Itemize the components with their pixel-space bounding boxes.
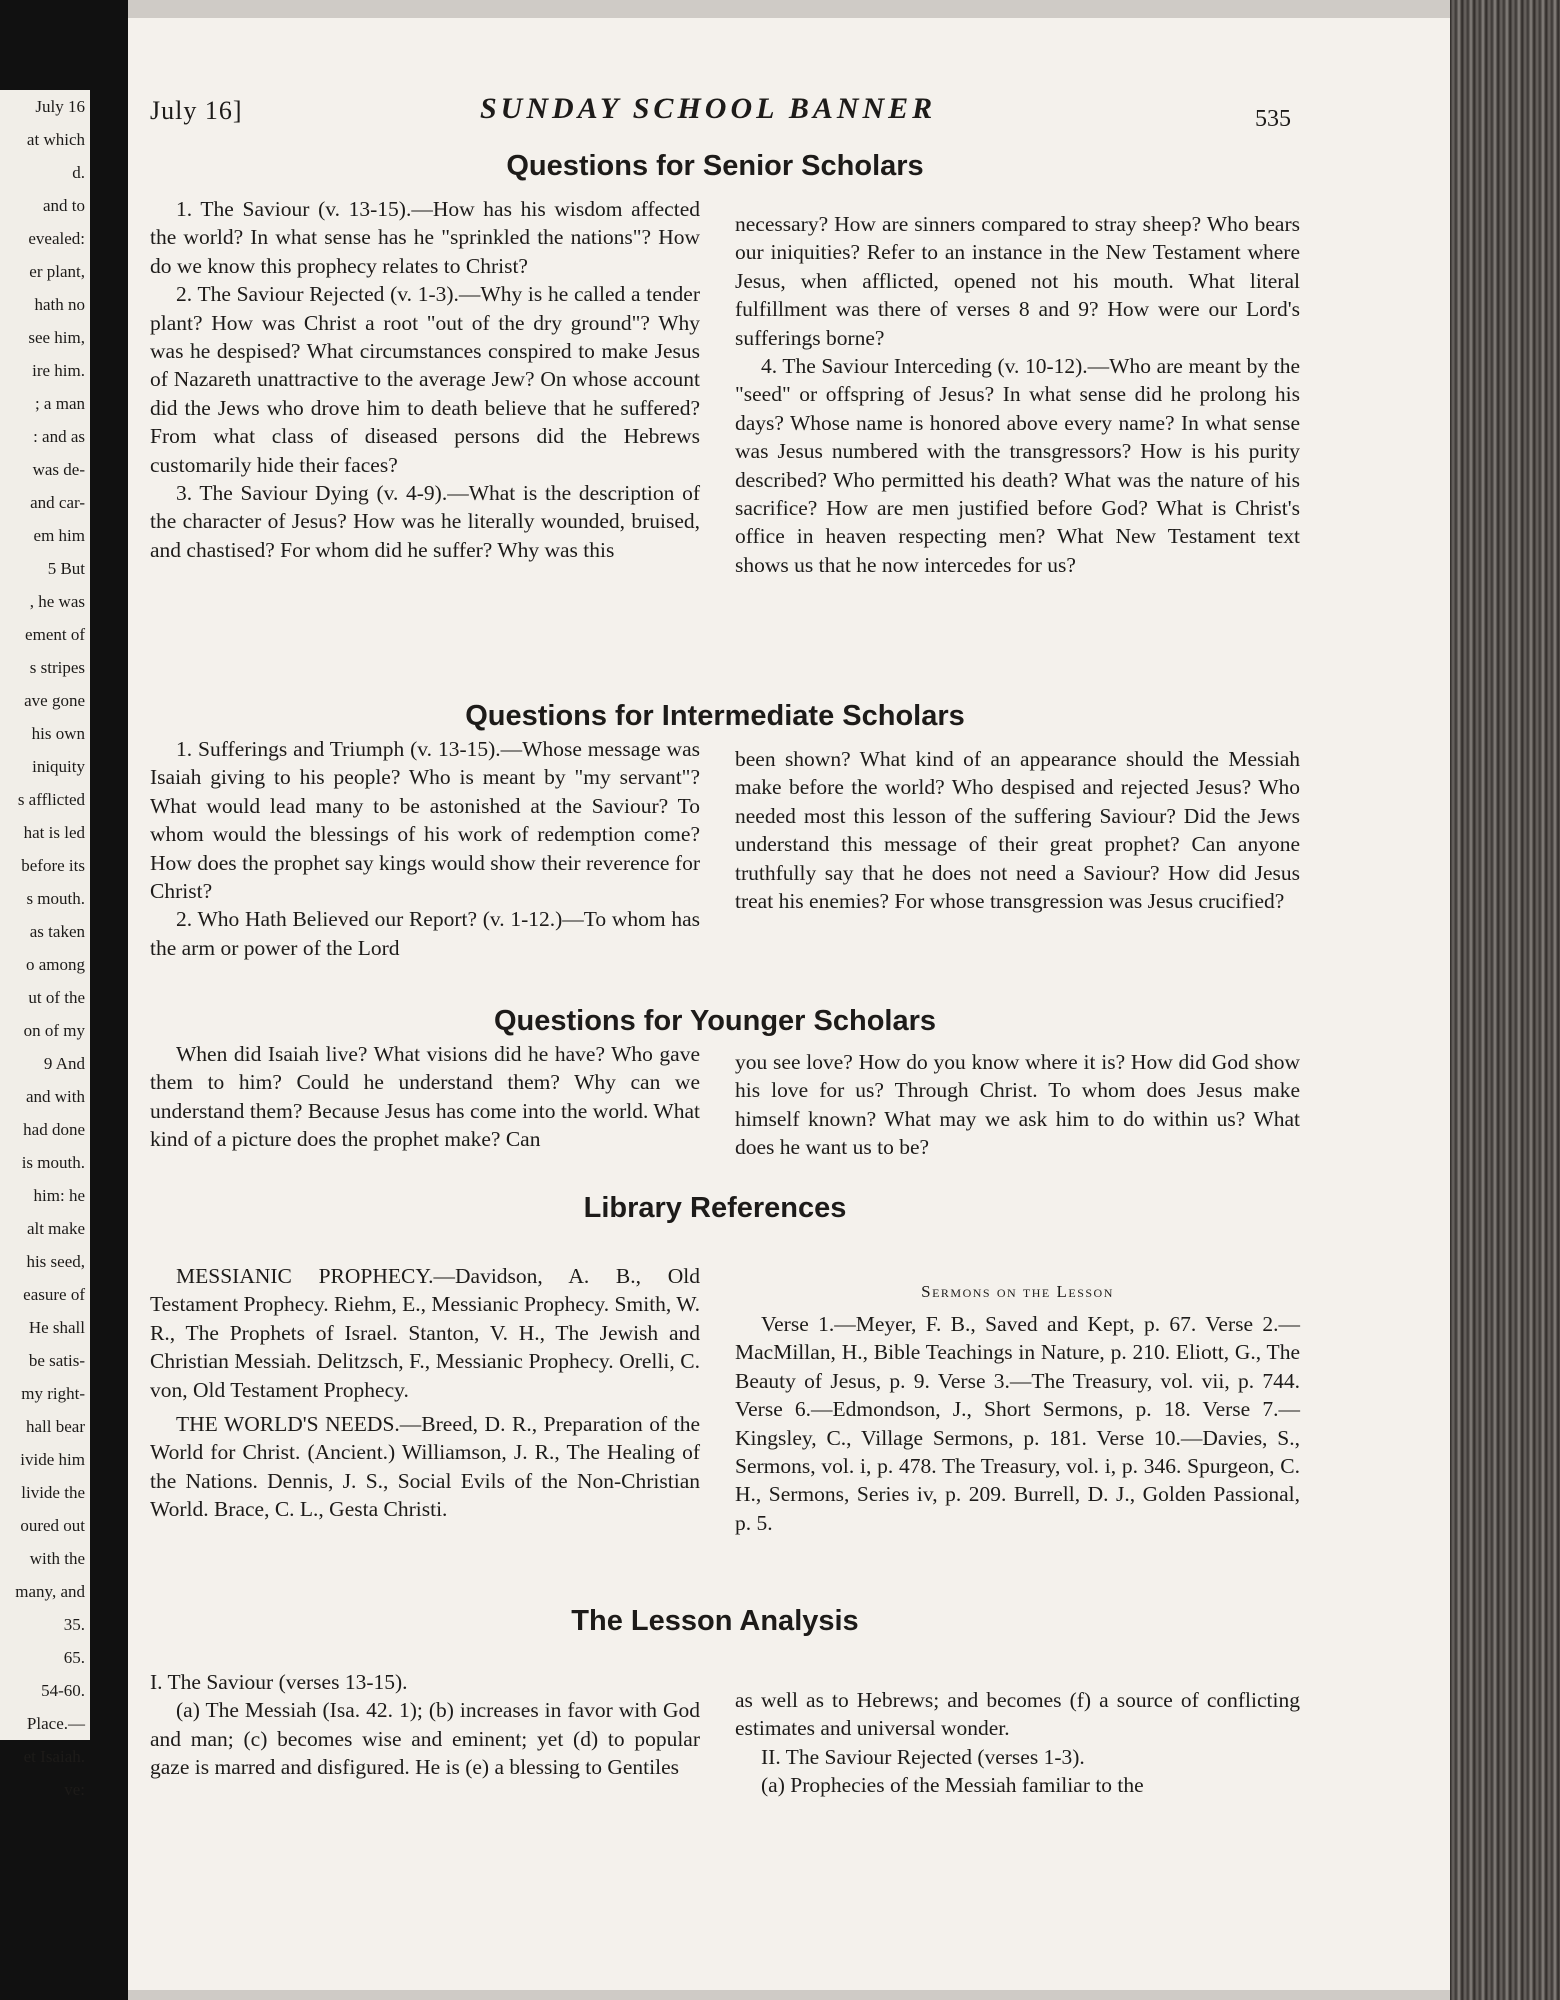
facing-page-line: was de- [32, 460, 85, 479]
analysis-left-column [150, 1668, 700, 1782]
analysis-heading: The Lesson Analysis [571, 1605, 859, 1637]
facing-page-line: and car- [30, 493, 85, 512]
facing-page-line: He shall [28, 1318, 85, 1337]
paragraph: 1. Sufferings and Triumph (v. 13-15).—Whose message was Isaiah giving to his people? Who is meant by "my servant"? What would lead many to be astonished at the Saviour? To whom would the blessings of his work of redemption come? How does the prophet say kings would show their reverence for Christ? [150, 737, 700, 904]
facing-page-line: hat is led [23, 823, 85, 842]
library-heading: Library References [583, 1192, 847, 1224]
library-right-column [735, 1310, 1300, 1537]
facing-page-line: alt make [26, 1219, 85, 1238]
facing-page-line: et Isaiah. [23, 1747, 85, 1766]
facing-page-line: at which [26, 130, 85, 149]
facing-page-line: as taken [29, 922, 85, 941]
senior-left-column [150, 195, 700, 564]
facing-page-line: em him [33, 526, 85, 545]
facing-page-line: 9 And [43, 1054, 85, 1073]
paragraph: When did Isaiah live? What visions did he have? Who gave them to him? Could he understand them? Why can we understand them? Because Jesus has come into the world. What kind of a picture does the prophet make? Can [150, 1042, 700, 1152]
facing-page-line: oured out [20, 1516, 85, 1535]
facing-page-line: evealed: [28, 229, 85, 248]
facing-page-line: ave gone [24, 691, 85, 710]
intermediate-right-column [735, 745, 1300, 915]
paragraph: II. The Saviour Rejected (verses 1-3). [761, 1744, 1085, 1769]
paragraph: as well as to Hebrews; and becomes (f) a source of conflicting estimates and universal wonder. [735, 1688, 1300, 1741]
paragraph: I. The Saviour (verses 13-15). [150, 1670, 408, 1694]
paragraph: THE WORLD'S NEEDS.—Breed, D. R., Preparation of the World for Christ. (Ancient.) Williamson, J. R., The Healing of the Nations. Dennis, J. S., Social Evils of the Non-Christian World. Brace, C. L., Gesta Christi. [150, 1412, 700, 1522]
paragraph: 1. The Saviour (v. 13-15).—How has his wisdom affected the world? In what sense has he "sprinkled the nations"? How do we know this prophecy relates to Christ? [150, 197, 700, 278]
facing-page-line: ement of [25, 625, 85, 644]
facing-page-line: iniquity [32, 757, 85, 776]
facing-page-line: ; a man [34, 394, 85, 413]
facing-page-line: 5 But [47, 559, 85, 578]
facing-page-line: and with [25, 1087, 85, 1106]
intermediate-left-column [150, 735, 700, 962]
paragraph: (a) The Messiah (Isa. 42. 1); (b) increases in favor with God and man; (c) becomes wise and eminent; yet (d) to popular gaze is marred and disfigured. He is (e) a blessing to Gentiles [150, 1698, 700, 1780]
paragraph: been shown? What kind of an appearance should the Messiah make before the world? Who despised and rejected Jesus? Who needed most this lesson of the suffering Saviour? Did the Jews understand this message of their great prophet? Can anyone truthfully say that he does not need a Saviour? How did Jesus treat his enemies? For whose transgression was Jesus crucified? [735, 747, 1300, 914]
paragraph: you see love? How do you know where it is? How did God show his love for us? Through Christ. To whom does Jesus make himself known? What may we ask him to do within us? What does he want us to be? [735, 1050, 1300, 1160]
facing-page-line: 54-60. [41, 1681, 85, 1700]
senior-right-column [735, 210, 1300, 579]
facing-page-line: : and as [33, 427, 85, 446]
analysis-right-column [735, 1686, 1300, 1800]
senior-heading: Questions for Senior Scholars [506, 150, 924, 182]
paragraph: 2. The Saviour Rejected (v. 1-3).—Why is he called a tender plant? How was Christ a root "out of the dry ground"? Why was he despised? What circumstances conspired to make Jesus of Nazareth unattractive to the average Jew? On whose account did the Jews who drove him to death believe that he suffered? From what class of diseased persons did the Hebrews customarily hide their faces? [150, 282, 700, 477]
facing-page-line: ut of the [28, 988, 85, 1007]
facing-page-line: on of my [23, 1021, 85, 1040]
younger-right-column [735, 1048, 1300, 1162]
facing-page-line: July 16 [35, 97, 85, 116]
facing-page-line: before its [21, 856, 85, 875]
facing-page-line: my right- [21, 1384, 85, 1403]
paragraph: 4. The Saviour Interceding (v. 10-12).—Who are meant by the "seed" or offspring of Jesus? In what sense did he prolong his days? Whose name is honored above every name? In what sense was Jesus numbered with the transgressors? How is his purity described? Who permitted his death? What was the nature of his sacrifice? How are men justified before God? What is Christ's office in heaven respecting men? What New Testament text shows us that he now intercedes for us? [735, 354, 1300, 577]
younger-left-column [150, 1040, 700, 1154]
facing-page-line: ire him. [32, 361, 85, 380]
facing-page-line: ve: [64, 1780, 85, 1799]
facing-page-line: 65. [63, 1648, 85, 1667]
page-number: 535 [1255, 106, 1291, 132]
facing-page-line: be satis- [28, 1351, 85, 1370]
facing-page-line: , he was [29, 592, 85, 611]
facing-page-line: ivide him [20, 1450, 85, 1469]
facing-page-strip [0, 90, 90, 1799]
facing-page-line: is mouth. [21, 1153, 85, 1172]
paragraph: 2. Who Hath Believed our Report? (v. 1-12.)—To whom has the arm or power of the Lord [150, 907, 700, 960]
facing-page-line: d. [72, 163, 85, 182]
facing-page-line: his seed, [26, 1252, 85, 1271]
header-title: SUNDAY SCHOOL BANNER [480, 92, 937, 125]
facing-page-line: see him, [28, 328, 85, 347]
facing-page-line: s afflicted [17, 790, 85, 809]
facing-page-line: hath no [34, 295, 85, 314]
facing-page-line: Place.— [26, 1714, 85, 1733]
facing-page-line: o among [25, 955, 85, 974]
intermediate-heading: Questions for Intermediate Scholars [465, 700, 965, 732]
library-left-column [150, 1262, 700, 1524]
header-date: July 16] [150, 96, 243, 125]
page-edges [1450, 0, 1560, 2000]
facing-page-line: 35. [63, 1615, 85, 1634]
facing-page-line: livide the [21, 1483, 85, 1502]
facing-page-line: his own [31, 724, 85, 743]
paragraph: necessary? How are sinners compared to stray sheep? Who bears our iniquities? Refer to an instance in the New Testament where Jesus, when afflicted, opened not his mouth. What literal fulfillment was there of verses 8 and 9? How were our Lord's sufferings borne? [735, 212, 1300, 350]
paragraph: Verse 1.—Meyer, F. B., Saved and Kept, p. 67. Verse 2.—MacMillan, H., Bible Teachings in Nature, p. 210. Eliott, G., The Beauty of Jesus, p. 9. Verse 3.—The Treasury, vol. vii, p. 744. Verse 6.—Edmondson, J., Short Sermons, p. 18. Verse 7.—Kingsley, C., Village Sermons, p. 181. Verse 10.—Davies, S., Sermons, vol. i, p. 478. The Treasury, vol. i, p. 346. Spurgeon, C. H., Sermons, Series iv, p. 209. Burrell, D. J., Golden Passional, p. 5. [735, 1312, 1300, 1535]
facing-page-line: s mouth. [26, 889, 85, 908]
paragraph: (a) Prophecies of the Messiah familiar to the [761, 1773, 1144, 1798]
facing-page-line: had done [23, 1120, 85, 1139]
facing-page-line: with the [29, 1549, 85, 1568]
younger-heading: Questions for Younger Scholars [493, 1005, 937, 1037]
paragraph: MESSIANIC PROPHECY.—Davidson, A. B., Old Testament Prophecy. Riehm, E., Messianic Prophecy. Smith, W. R., The Prophets of Israel. Stanton, V. H., The Jewish and Christian Messiah. Delitzsch, F., Messianic Prophecy. Orelli, C. von, Old Testament Prophecy. [150, 1264, 700, 1402]
facing-page-line: easure of [23, 1285, 85, 1304]
facing-page-line: er plant, [29, 262, 85, 281]
sermons-heading: Sermons on the Lesson [921, 1282, 1114, 1301]
facing-page-line: many, and [15, 1582, 85, 1601]
facing-page-line: s stripes [29, 658, 85, 677]
paragraph: 3. The Saviour Dying (v. 4-9).—What is the description of the character of Jesus? How was he literally wounded, bruised, and chastised? For whom did he suffer? Why was this [150, 481, 700, 562]
facing-page-line: and to [42, 196, 85, 215]
facing-page-line: him: he [33, 1186, 85, 1205]
facing-page-line: hall bear [26, 1417, 85, 1436]
